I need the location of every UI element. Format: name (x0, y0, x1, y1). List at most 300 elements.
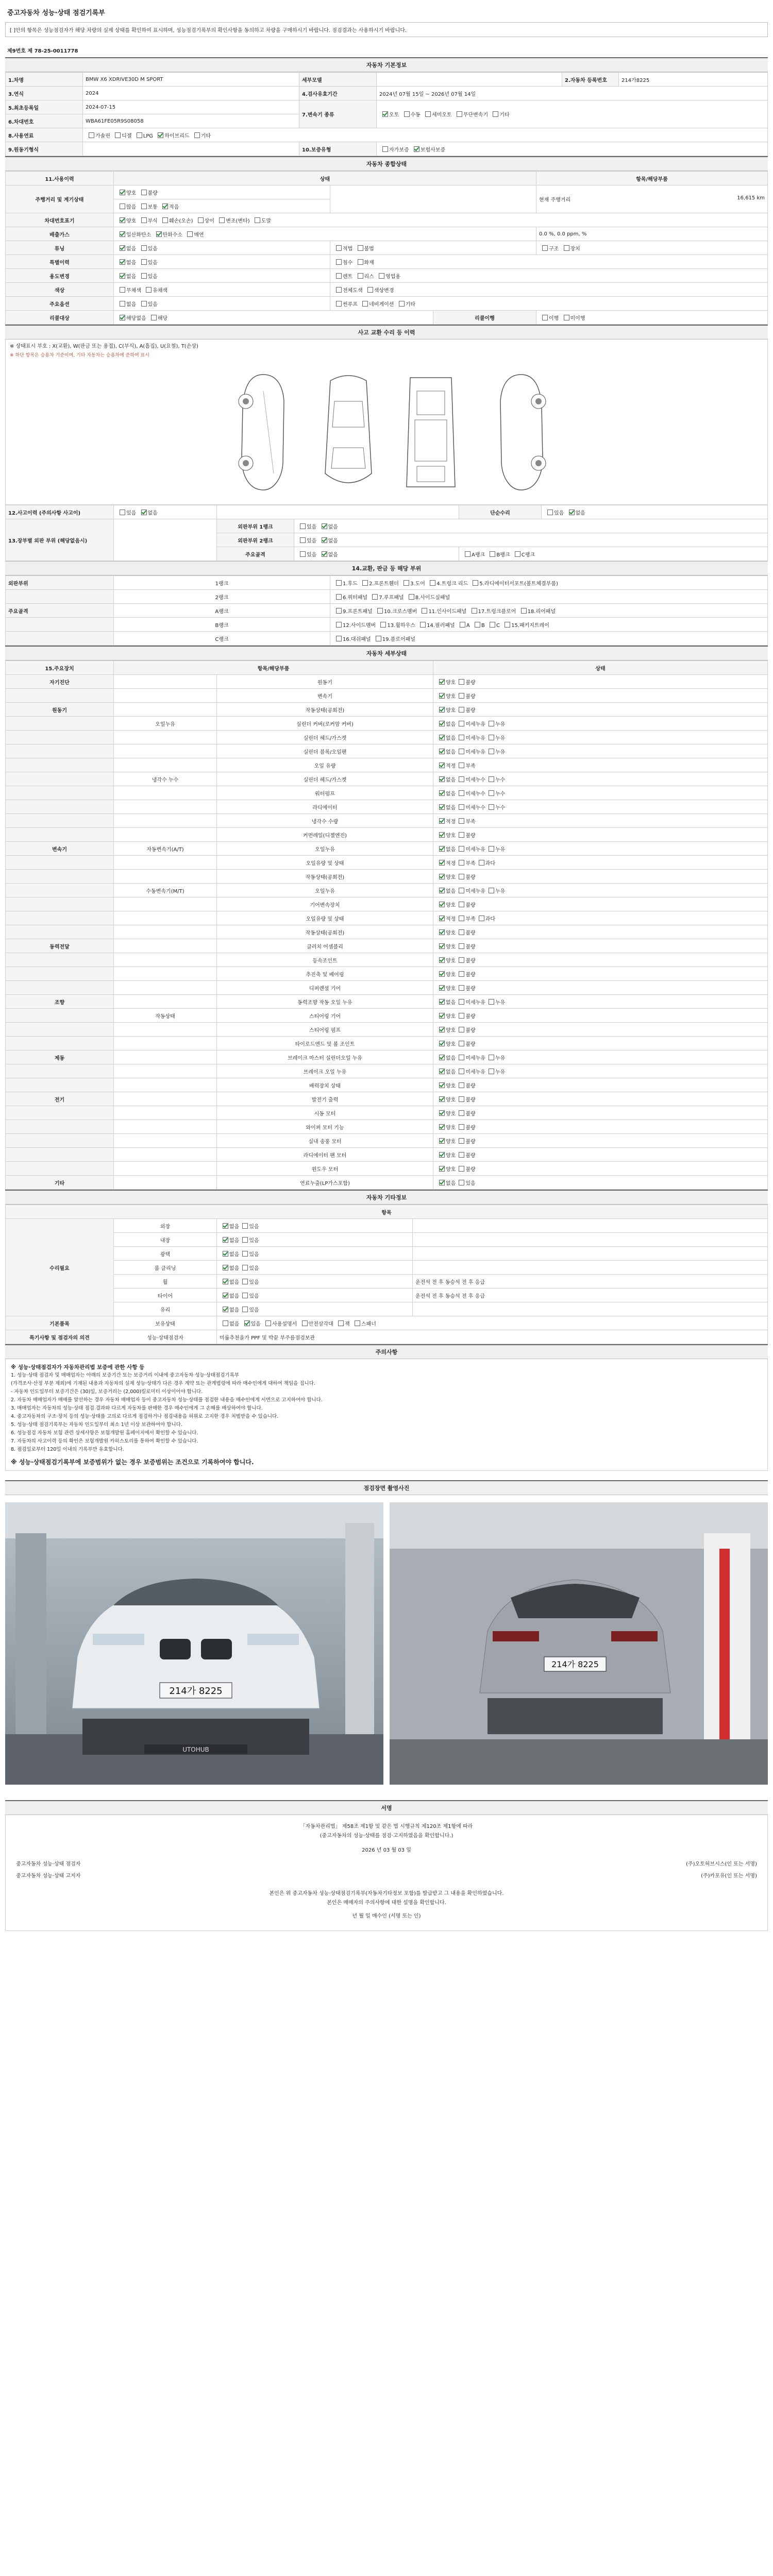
checkbox-icon[interactable] (459, 790, 464, 796)
checkbox-icon[interactable] (242, 1237, 248, 1243)
checkbox-icon[interactable] (242, 1307, 248, 1312)
checkbox-icon[interactable] (490, 622, 495, 628)
checkbox-icon[interactable] (459, 846, 464, 852)
checkbox-icon[interactable] (439, 762, 445, 768)
checkbox-icon[interactable] (459, 1124, 464, 1130)
opt: 누유 (495, 1069, 506, 1075)
checkbox-icon[interactable] (459, 776, 464, 782)
checkbox-icon[interactable] (141, 510, 147, 515)
checkbox-icon[interactable] (120, 273, 125, 279)
checkbox-icon[interactable] (439, 1013, 445, 1019)
detail-sub (114, 744, 217, 758)
opt: 없음 (446, 805, 456, 811)
opt: 적정 (446, 916, 456, 922)
checkbox-icon[interactable] (459, 1110, 464, 1116)
detail-sub (114, 731, 217, 744)
checkbox-icon[interactable] (439, 1069, 445, 1074)
checkbox-icon[interactable] (505, 622, 510, 628)
checkbox-icon[interactable] (489, 999, 494, 1005)
other-item: 유리 (114, 1302, 217, 1316)
checkbox-icon[interactable] (120, 245, 125, 251)
opt: 불량 (147, 190, 158, 196)
checkbox-icon[interactable] (358, 259, 363, 265)
checkbox-icon[interactable] (465, 551, 470, 557)
buyer-sign: 년 월 일 매수인 (서명 또는 인) (352, 1913, 421, 1919)
checkbox-icon[interactable] (358, 245, 363, 251)
checkbox-icon[interactable] (439, 776, 445, 782)
checkbox-icon[interactable] (120, 315, 125, 320)
detail-sub (114, 953, 217, 967)
checkbox-icon[interactable] (489, 804, 494, 810)
checkbox-icon[interactable] (439, 735, 445, 740)
checkbox-icon[interactable] (162, 204, 168, 209)
checkbox-icon[interactable] (459, 888, 464, 893)
checkbox-icon[interactable] (459, 707, 464, 713)
checkbox-icon[interactable] (489, 1055, 494, 1060)
checkbox-icon[interactable] (439, 679, 445, 685)
checkbox-icon[interactable] (219, 217, 225, 223)
checkbox-icon[interactable] (459, 762, 464, 768)
checkbox-icon[interactable] (372, 594, 378, 600)
checkbox-icon[interactable] (439, 818, 445, 824)
checkbox-icon[interactable] (89, 132, 94, 138)
checkbox-icon[interactable] (489, 749, 494, 754)
checkbox-icon[interactable] (300, 523, 306, 529)
checkbox-icon[interactable] (439, 1082, 445, 1088)
checkbox-icon[interactable] (439, 1180, 445, 1185)
checkbox-icon[interactable] (120, 301, 125, 307)
sign-line1: 「자동차관리법」 제58조 제1항 및 같은 법 시행규칙 제120조 제1항에 따라 (300, 1824, 473, 1829)
label-outer-rank2: 외판부위 2랭크 (217, 533, 294, 547)
tools-opts (217, 1316, 768, 1330)
checkbox-icon[interactable] (223, 1320, 228, 1326)
emission-values: 0.0 %, 0.0 ppm, % (536, 227, 768, 241)
checkbox-icon[interactable] (521, 608, 527, 614)
opt: 누수 (495, 805, 506, 811)
checkbox-icon[interactable] (459, 999, 464, 1005)
checkbox-icon[interactable] (120, 510, 125, 515)
detail-opts (433, 675, 768, 689)
detail-item: 오일누유 (217, 842, 433, 856)
checkbox-icon[interactable] (439, 1110, 445, 1116)
checkbox-icon[interactable] (322, 537, 327, 543)
checkbox-icon[interactable] (336, 580, 342, 586)
checkbox-icon[interactable] (459, 943, 464, 949)
detail-item: 오일 유량 (217, 758, 433, 772)
checkbox-icon[interactable] (459, 874, 464, 879)
opt: 8.사이드실패널 (415, 595, 450, 601)
opt: 무채색 (126, 287, 141, 294)
checkbox-icon[interactable] (459, 721, 464, 726)
checkbox-icon[interactable] (404, 580, 409, 586)
checkbox-icon[interactable] (439, 707, 445, 713)
transmission-auto: 오토 (389, 112, 399, 118)
detail-row (6, 1064, 768, 1078)
detail-row (6, 786, 768, 800)
notes-line: 8. 점검일로부터 120일 이내의 기록부만 유효합니다. (11, 1447, 124, 1452)
checkbox-icon[interactable] (439, 971, 445, 977)
checkbox-icon[interactable] (460, 622, 465, 628)
checkbox-icon[interactable] (459, 1013, 464, 1019)
checkbox-icon[interactable] (564, 315, 569, 320)
detail-row (6, 1106, 768, 1120)
checkbox-icon[interactable] (439, 1055, 445, 1060)
checkbox-icon[interactable] (242, 1251, 248, 1257)
opt: 장치 (570, 246, 580, 252)
checkbox-icon[interactable] (459, 1055, 464, 1060)
checkbox-icon[interactable] (141, 204, 147, 209)
checkbox-icon[interactable] (459, 749, 464, 754)
checkbox-icon[interactable] (459, 693, 464, 699)
checkbox-icon[interactable] (439, 999, 445, 1005)
checkbox-icon[interactable] (489, 846, 494, 852)
checkbox-icon[interactable] (439, 916, 445, 921)
detail-opts (433, 1009, 768, 1023)
opt: 없음 (229, 1265, 240, 1272)
checkbox-icon[interactable] (382, 111, 388, 117)
checkbox-icon[interactable] (439, 804, 445, 810)
checkbox-icon[interactable] (362, 301, 368, 307)
detail-opts (433, 1106, 768, 1120)
checkbox-icon[interactable] (489, 776, 494, 782)
checkbox-icon[interactable] (439, 902, 445, 907)
checkbox-icon[interactable] (439, 1138, 445, 1144)
checkbox-icon[interactable] (439, 943, 445, 949)
detail-item: 실린더 커버(로커암 커버) (217, 717, 433, 731)
checkbox-icon[interactable] (223, 1251, 228, 1257)
opt: 미세누수 (465, 777, 485, 783)
opt: 없음 (126, 260, 137, 266)
checkbox-icon[interactable] (439, 874, 445, 879)
checkbox-icon[interactable] (377, 608, 383, 614)
checkbox-icon[interactable] (414, 146, 419, 152)
opt: 불량 (465, 1166, 476, 1173)
checkbox-icon[interactable] (439, 929, 445, 935)
detail-item: 시동 모터 (217, 1106, 433, 1120)
checkbox-icon[interactable] (439, 860, 445, 866)
checkbox-icon[interactable] (198, 217, 204, 223)
checkbox-icon[interactable] (439, 1124, 445, 1130)
detail-group (6, 1162, 114, 1176)
other-extra: 운전석 전 후 동승석 전 후 응급 (413, 1289, 768, 1302)
detail-item: 변속기 (217, 689, 433, 703)
checkbox-icon[interactable] (265, 1320, 271, 1326)
opt: 있음 (249, 1279, 259, 1285)
checkbox-icon[interactable] (141, 190, 147, 195)
opt: 적정 (446, 763, 456, 769)
checkbox-icon[interactable] (489, 735, 494, 740)
checkbox-icon[interactable] (459, 1096, 464, 1102)
checkbox-icon[interactable] (141, 259, 147, 265)
checkbox-icon[interactable] (336, 273, 342, 279)
opt: 리스 (364, 274, 374, 280)
checkbox-icon[interactable] (439, 693, 445, 699)
detail-row (6, 744, 768, 758)
checkbox-icon[interactable] (439, 832, 445, 838)
other-extra (413, 1302, 768, 1316)
checkbox-icon[interactable] (439, 1096, 445, 1102)
checkbox-icon[interactable] (490, 551, 495, 557)
opt: 있음 (249, 1224, 259, 1230)
detail-opts (433, 939, 768, 953)
inspector-value: (주)오토허브시스(인 또는 서명) (686, 1861, 757, 1867)
checkbox-icon[interactable] (479, 860, 484, 866)
checkbox-icon[interactable] (141, 245, 147, 251)
checkbox-icon[interactable] (459, 1180, 464, 1185)
checkbox-icon[interactable] (322, 551, 327, 557)
checkbox-icon[interactable] (223, 1237, 228, 1243)
checkbox-icon[interactable] (399, 301, 405, 307)
detail-group (6, 1148, 114, 1162)
checkbox-icon[interactable] (547, 510, 553, 515)
checkbox-icon[interactable] (459, 957, 464, 963)
opt: 불량 (465, 1125, 476, 1131)
tuning-type-opts (536, 241, 768, 255)
notes-line: (가격조사·산정 부분 제외)에 기재된 내용과 자동차의 실제 성능·상태가 다른 경우 계약 또는 관계법령에 따라 매수인에게 대하여 책임을 집니다. (11, 1381, 315, 1386)
detail-row (6, 1037, 768, 1050)
checkbox-icon[interactable] (158, 132, 163, 138)
detail-row (6, 800, 768, 814)
opt: 양호 (446, 1166, 456, 1173)
other-opts (217, 1275, 413, 1289)
checkbox-icon[interactable] (242, 1293, 248, 1298)
detail-group: 원동기 (6, 703, 114, 717)
checkbox-icon[interactable] (187, 231, 193, 237)
checkbox-icon[interactable] (404, 111, 410, 117)
checkbox-icon[interactable] (300, 551, 306, 557)
opt: 일산화탄소 (126, 232, 152, 238)
car-top-rear-icon (397, 370, 464, 494)
checkbox-icon[interactable] (120, 204, 125, 209)
opt: 부족 (465, 819, 476, 825)
checkbox-icon[interactable] (479, 916, 484, 921)
other-row (6, 1302, 768, 1316)
notes-title: ※ 성능·상태점검자가 자동차관리법 보증에 관한 사항 등 (11, 1364, 145, 1370)
label-fuel: 8.사용연료 (6, 128, 83, 142)
checkbox-icon[interactable] (542, 245, 548, 251)
checkbox-icon[interactable] (336, 301, 342, 307)
checkbox-icon[interactable] (242, 1279, 248, 1284)
checkbox-icon[interactable] (120, 217, 125, 223)
checkbox-icon[interactable] (459, 860, 464, 866)
label-warranty: 10.보증유형 (299, 142, 377, 156)
checkbox-icon[interactable] (380, 622, 386, 628)
opt: 적정 (446, 860, 456, 867)
checkbox-icon[interactable] (425, 111, 431, 117)
checkbox-icon[interactable] (439, 1152, 445, 1158)
opt: 불량 (465, 1097, 476, 1103)
checkbox-icon[interactable] (515, 551, 520, 557)
checkbox-icon[interactable] (459, 804, 464, 810)
checkbox-icon[interactable] (223, 1307, 228, 1312)
checkbox-icon[interactable] (472, 608, 477, 614)
checkbox-icon[interactable] (242, 1223, 248, 1229)
checkbox-icon[interactable] (542, 315, 548, 320)
value-transmission (377, 100, 768, 128)
checkbox-icon[interactable] (489, 721, 494, 726)
checkbox-icon[interactable] (422, 608, 427, 614)
checkbox-icon[interactable] (459, 1041, 464, 1046)
opt: 양호 (446, 986, 456, 992)
checkbox-icon[interactable] (459, 1152, 464, 1158)
checkbox-icon[interactable] (336, 608, 342, 614)
checkbox-icon[interactable] (223, 1293, 228, 1298)
checkbox-icon[interactable] (382, 146, 388, 152)
checkbox-icon[interactable] (459, 832, 464, 838)
checkbox-icon[interactable] (439, 721, 445, 726)
checkbox-icon[interactable] (459, 985, 464, 991)
checkbox-icon[interactable] (336, 259, 342, 265)
checkbox-icon[interactable] (137, 132, 142, 138)
checkbox-icon[interactable] (120, 259, 125, 265)
opt: 부족 (465, 860, 476, 867)
checkbox-icon[interactable] (439, 985, 445, 991)
checkbox-icon[interactable] (459, 916, 464, 921)
checkbox-icon[interactable] (355, 1320, 360, 1326)
checkbox-icon[interactable] (489, 1069, 494, 1074)
checkbox-icon[interactable] (338, 1320, 344, 1326)
checkbox-icon[interactable] (459, 1069, 464, 1074)
checkbox-icon[interactable] (120, 231, 125, 237)
checkbox-icon[interactable] (120, 287, 125, 293)
checkbox-icon[interactable] (439, 846, 445, 852)
value-car-name: BMW X6 XDRIVE30D M SPORT (83, 73, 299, 87)
checkbox-icon[interactable] (300, 537, 306, 543)
checkbox-icon[interactable] (367, 287, 373, 293)
checkbox-icon[interactable] (322, 523, 327, 529)
checkbox-icon[interactable] (162, 217, 168, 223)
checkbox-icon[interactable] (459, 818, 464, 824)
checkbox-icon[interactable] (120, 190, 125, 195)
main-frame-ranks (459, 547, 768, 561)
mileage-label: 현재 주행거리 (539, 197, 571, 203)
label-year: 3.연식 (6, 87, 83, 100)
checkbox-icon[interactable] (439, 1027, 445, 1032)
detail-opts (433, 786, 768, 800)
section-basic-info-header: 자동차 기본정보 (5, 57, 768, 72)
checkbox-icon[interactable] (459, 1082, 464, 1088)
checkbox-icon[interactable] (459, 902, 464, 907)
checkbox-icon[interactable] (376, 636, 381, 641)
detail-row (6, 703, 768, 717)
checkbox-icon[interactable] (473, 580, 478, 586)
opt: 없음 (126, 301, 137, 308)
checkbox-icon[interactable] (459, 929, 464, 935)
checkbox-icon[interactable] (459, 679, 464, 685)
checkbox-icon[interactable] (242, 1265, 248, 1270)
checkbox-icon[interactable] (141, 217, 147, 223)
parts-rank: 1랭크 (114, 576, 330, 590)
checkbox-icon[interactable] (146, 287, 152, 293)
use-change-opts (114, 269, 330, 283)
checkbox-icon[interactable] (194, 132, 200, 138)
parts-items (330, 604, 768, 618)
detail-item: 작동상태(공회전) (217, 870, 433, 884)
detail-opts (433, 1064, 768, 1078)
opt: 17.트렁크플로어 (478, 608, 516, 615)
checkbox-icon[interactable] (302, 1320, 308, 1326)
checkbox-icon[interactable] (459, 735, 464, 740)
checkbox-icon[interactable] (439, 957, 445, 963)
checkbox-icon[interactable] (336, 636, 342, 641)
checkbox-icon[interactable] (439, 888, 445, 893)
detail-sub (114, 1078, 217, 1092)
checkbox-icon[interactable] (493, 111, 498, 117)
checkbox-icon[interactable] (156, 231, 162, 237)
detail-sub (114, 1050, 217, 1064)
checkbox-icon[interactable] (457, 111, 462, 117)
detail-group: 기타 (6, 1176, 114, 1190)
checkbox-icon[interactable] (439, 1041, 445, 1046)
outer-rank1-opts (294, 519, 768, 533)
opt: 양호 (446, 680, 456, 686)
checkbox-icon[interactable] (475, 622, 480, 628)
checkbox-icon[interactable] (439, 1166, 445, 1172)
detail-row (6, 731, 768, 744)
other-opts (217, 1219, 413, 1233)
opt: 11.인사이드패널 (428, 608, 467, 615)
checkbox-icon[interactable] (336, 594, 342, 600)
checkbox-icon[interactable] (459, 1138, 464, 1144)
opt: 미세누유 (465, 735, 485, 741)
checkbox-icon[interactable] (489, 888, 494, 893)
opt: 없음 (229, 1224, 240, 1230)
opt: 양호 (446, 1083, 456, 1089)
checkbox-icon[interactable] (564, 245, 569, 251)
special-type-opts (330, 255, 768, 269)
opt: 미이행 (570, 315, 585, 321)
opt: 16.대쉬패널 (343, 636, 371, 642)
checkbox-icon[interactable] (336, 287, 342, 293)
checkbox-icon[interactable] (379, 273, 384, 279)
checkbox-icon[interactable] (223, 1279, 228, 1284)
checkbox-icon[interactable] (439, 790, 445, 796)
checkbox-icon[interactable] (255, 217, 260, 223)
opt: 13.휠하우스 (387, 622, 415, 629)
checkbox-icon[interactable] (489, 790, 494, 796)
opt: 양호 (446, 1097, 456, 1103)
checkbox-icon[interactable] (115, 132, 121, 138)
checkbox-icon[interactable] (141, 273, 147, 279)
checkbox-icon[interactable] (336, 622, 342, 628)
checkbox-icon[interactable] (409, 594, 414, 600)
checkbox-icon[interactable] (223, 1265, 228, 1270)
checkbox-icon[interactable] (459, 1166, 464, 1172)
checkbox-icon[interactable] (459, 971, 464, 977)
checkbox-icon[interactable] (459, 1027, 464, 1032)
checkbox-icon[interactable] (223, 1223, 228, 1229)
detail-item: 오일누유 (217, 884, 433, 897)
checkbox-icon[interactable] (569, 510, 575, 515)
checkbox-icon[interactable] (420, 622, 426, 628)
checkbox-icon[interactable] (362, 580, 368, 586)
detail-row (6, 1050, 768, 1064)
detail-item: 타이로드엔드 및 볼 조인트 (217, 1037, 433, 1050)
checkbox-icon[interactable] (141, 301, 147, 307)
checkbox-icon[interactable] (358, 273, 363, 279)
checkbox-icon[interactable] (430, 580, 435, 586)
detail-group (6, 884, 114, 897)
checkbox-icon[interactable] (151, 315, 157, 320)
detail-opts (433, 897, 768, 911)
checkbox-icon[interactable] (244, 1320, 250, 1326)
detail-sub (114, 1162, 217, 1176)
parts-rank: B랭크 (114, 618, 330, 632)
checkbox-icon[interactable] (336, 245, 342, 251)
vin-mark-opts (114, 213, 768, 227)
value-year: 2024 (83, 87, 299, 100)
checkbox-icon[interactable] (439, 749, 445, 754)
